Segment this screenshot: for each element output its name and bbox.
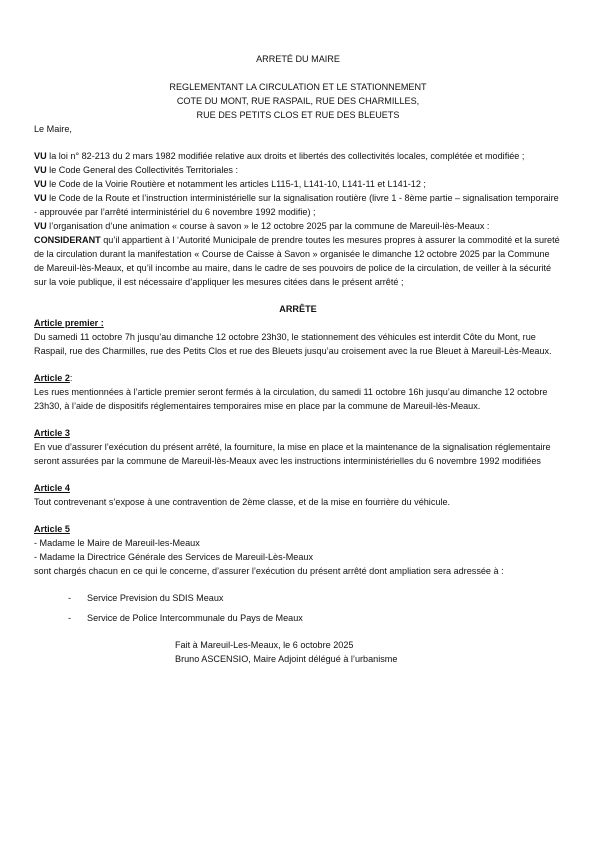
article-line: sont chargés chacun en ce qui le concerne, d’assurer l’exécution du présent arrêté dont ampliation sera adressée à : (34, 566, 504, 576)
vu-clause: VU le Code de la Route et l’instruction interministérielle sur la signalisation routière (livre 1 - 8ème partie – signalisation temporaire - approuvée par l’arrêté interministériel du 6 novembre 1992 modifie) ; (34, 193, 559, 217)
article (34, 371, 562, 413)
signature-block (175, 638, 562, 666)
considerations (34, 149, 562, 289)
article-heading: Article 4 (34, 483, 70, 493)
recipient-item: - Service de Police Intercommunale du Pays de Meaux (68, 613, 303, 623)
article-heading: Article premier : (34, 318, 104, 328)
signature-place-date: Fait à Mareuil-Les-Meaux, le 6 octobre 2025 (175, 640, 354, 650)
article-line: - Madame le Maire de Mareuil-les-Meaux (34, 538, 200, 548)
article (34, 426, 562, 468)
subtitle-line: RUE DES PETITS CLOS ET RUE DES BLEUETS (196, 110, 400, 120)
recipient-item: - Service Prevision du SDIS Meaux (68, 593, 224, 603)
vu-clause: VU l’organisation d’une animation « course à savon » le 12 octobre 2025 par la commune de Mareuil-lès-Meaux : (34, 221, 490, 231)
article-heading: Article 3 (34, 428, 70, 438)
document-page (34, 52, 562, 666)
considerant-clause: CONSIDERANT qu’il appartient à l ‘Autorité Municipale de prendre toutes les mesures propres à assurer la commodité et la sureté de la circulation durant la manifestation « Course de Caisse à Savon » organisée le dimanche 12 octobre 2025 par la Commune de Mareuil-lès-Meaux, et qu’il incombe au maire, dans le cadre de ses pouvoirs de police de la circulation, de veiller à la sécurité sur la voie publique, il est nécessaire d’appliquer les mesures citées dans le présent arrêté ; (34, 235, 560, 287)
article-body: En vue d’assurer l’exécution du présent arrêté, la fourniture, la mise en place et la maintenance de la signalisation réglementaire seront assurées par la commune de Mareuil-lès-Meaux avec les instructions interministérielles du 6 novembre 1992 modifiées (34, 442, 551, 466)
article (34, 481, 562, 509)
article (34, 316, 562, 358)
article (34, 522, 562, 578)
subtitle-line: REGLEMENTANT LA CIRCULATION ET LE STATIONNEMENT (169, 82, 427, 92)
signature-signatory: Bruno ASCENSIO, Maire Adjoint délégué à l’urbanisme (175, 654, 398, 664)
article-body: Les rues mentionnées à l’article premier seront fermés à la circulation, du samedi 11 octobre 16h jusqu’au dimanche 12 octobre 23h30, à l’aide de dispositifs réglementaires temporaires mise en place par la commune de Mareuil-lès-Meaux. (34, 387, 548, 411)
article-line: - Madame la Directrice Générale des Services de Mareuil-Lès-Meaux (34, 552, 313, 562)
article-body: Du samedi 11 octobre 7h jusqu’au dimanche 12 octobre 23h30, le stationnement des véhicules est interdit Côte du Mont, rue Raspail, rue des Charmilles, rue des Petits Clos et rue des Bleuets jusqu’au croisement avec la rue Bleuet à Mareuil-Lès-Meaux. (34, 332, 552, 356)
article-heading: Article 2: (34, 373, 73, 383)
document-title: ARRETÉ DU MAIRE (256, 54, 340, 64)
document-subtitle (34, 80, 562, 122)
subtitle-line: COTE DU MONT, RUE RASPAIL, RUE DES CHARMILLES, (176, 96, 420, 106)
vu-clause: VU le Code de la Voirie Routière et notamment les articles L115-1, L141-10, L141-11 et L141-12 ; (34, 179, 426, 189)
article-heading: Article 5 (34, 524, 70, 534)
vu-clause: VU la loi n° 82-213 du 2 mars 1982 modifiée relative aux droits et libertés des collectivités locales, complétée et modifiée ; (34, 151, 525, 161)
arrete-heading: ARRÊTE (279, 304, 317, 314)
vu-clause: VU le Code General des Collectivités Territoriales : (34, 165, 239, 175)
article-body: Tout contrevenant s’expose à une contravention de 2ème classe, et de la mise en fourrière du véhicule. (34, 497, 451, 507)
intro: Le Maire, (34, 124, 72, 134)
recipient-list (68, 591, 562, 625)
